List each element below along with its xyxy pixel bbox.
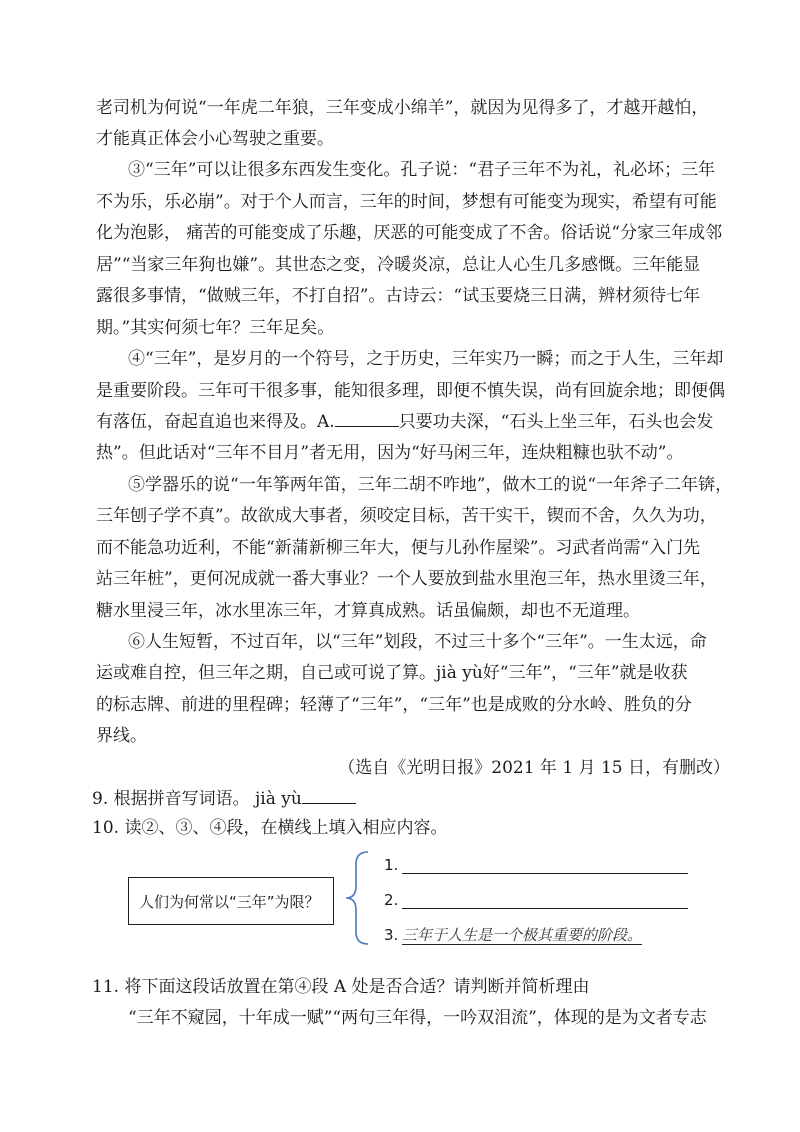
diagram-answer-3 — [384, 924, 642, 945]
question-11-text: 11. 将下面这段话放置在第④段 A 处是否合适？请判断并简析理由 — [92, 977, 590, 997]
question-9-answer-blank[interactable] — [302, 803, 356, 804]
passage-line: 界线。 — [96, 726, 147, 746]
passage-line: 居”“当家三年狗也嫌”。其世态之变，冷暖炎凉，总让人心生几多感慨。三年能显 — [96, 255, 701, 275]
answer-number: 2. — [384, 891, 399, 909]
diagram-answer-2 — [384, 891, 688, 909]
paragraph-4-line: ④“三年”，是岁月的一个符号，之于历史，三年实乃一瞬；而之于人生，三年却 — [128, 349, 724, 369]
blank-a[interactable] — [335, 426, 399, 427]
diagram-question-box: 人们为何常以“三年”为限？ — [128, 877, 334, 925]
blank-a-label: 有落伍，奋起直追也来得及。A. — [96, 412, 335, 432]
question-9-text: 9. 根据拼音写词语。 jià yù — [92, 789, 302, 809]
passage-line: 露很多事情，“做贼三年，不打自招”。古诗云：“试玉要烧三日满，辨材须待七年 — [96, 286, 701, 306]
passage-text: 只要功夫深，“石头上坐三年，石头也会发 — [398, 412, 714, 432]
diagram-answer-1 — [384, 856, 688, 874]
passage-line: 站三年桩”，更何况成就一番大事业？一个人要放到盐水里泡三年，热水里烫三年， — [96, 569, 717, 589]
left-brace-icon — [342, 850, 372, 946]
question-9 — [92, 787, 712, 811]
question-10-text: 10. 读②、③、④段，在横线上填入相应内容。 — [92, 818, 448, 838]
passage-line: 是重要阶段。三年可干很多事，能知很多理，即便不慎失误，尚有回旋余地；即便偶 — [96, 381, 725, 401]
passage-line: 而不能急功近利，不能“新蒲新柳三年大，便与儿孙作屋梁”。习武者尚需“入门先 — [96, 538, 701, 558]
passage-line-with-blank-a — [96, 410, 716, 434]
passage-line: 糖水里浸三年，冰水里冻三年，才算真成熟。话虽偏颇，却也不无道理。 — [96, 601, 640, 621]
passage-line: 运或难自控，但三年之期，自己或可说了算。jià yù好“三年”，“三年”就是收获 — [96, 663, 688, 683]
passage-line: 的标志牌、前进的里程碑；轻薄了“三年”，“三年”也是成败的分水岭、胜负的分 — [96, 695, 692, 715]
answer-number: 3. — [384, 926, 399, 944]
paragraph-3-line: ③“三年”可以让很多东西发生变化。孔子说：“君子三年不为礼，礼必坏；三年 — [128, 160, 716, 180]
passage-line: 老司机为何说“一年虎二年狼，三年变成小绵羊”，就因为见得多了，才越开越怕， — [96, 98, 709, 118]
passage-line: 三年刨子学不真”。故欲成大事者，须咬定目标，苦干实干，锲而不舍，久久为功， — [96, 506, 717, 526]
passage-line: 才能真正体会小心驾驶之重要。 — [96, 129, 334, 149]
answer-number: 1. — [384, 856, 399, 874]
paragraph-6-line: ⑥人生短暂，不过百年，以“三年”划段，不过三十多个“三年”。一生太远，命 — [128, 632, 707, 652]
passage-line: 不为乐，乐必崩”。对于个人而言，三年的时间，梦想有可能变为现实，希望有可能 — [96, 192, 717, 212]
question-10-diagram — [118, 850, 698, 960]
answer-2-blank[interactable] — [402, 892, 688, 909]
question-11-quote: “三年不窥园，十年成一赋”“两句三年得，一吟双泪流”，体现的是为文者专志 — [128, 1008, 707, 1028]
source-citation: （选自《光明日报》2021 年 1 月 15 日，有删改） — [338, 758, 730, 778]
passage-line: 期。”其实何须七年？三年足矣。 — [96, 318, 335, 338]
passage-line: 化为泡影， 痛苦的可能变成了乐趣，厌恶的可能变成了不舍。俗话说“分家三年成邻 — [96, 223, 723, 243]
answer-1-blank[interactable] — [402, 857, 688, 874]
paragraph-5-line: ⑤学器乐的说“一年筝两年笛，三年二胡不咋地”，做木工的说“一年斧子二年锛， — [128, 475, 733, 495]
answer-3-text: 三年于人生是一个极其重要的阶段。 — [402, 926, 643, 944]
passage-line: 热”。但此话对“三年不目月”者无用，因为“好马闲三年，连炔粗糠也驮不动”。 — [96, 443, 684, 463]
